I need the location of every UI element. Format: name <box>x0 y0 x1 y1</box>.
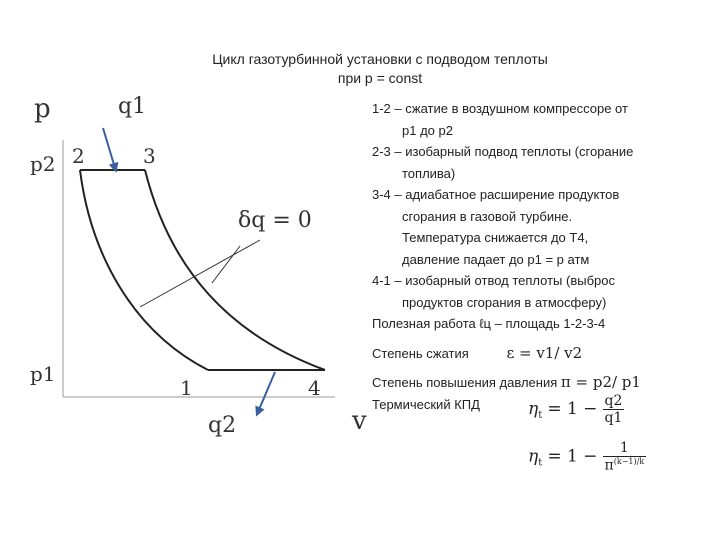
note-useful-work: Полезная работа ℓц – площадь 1-2-3-4 <box>372 316 606 331</box>
work-hatch-1 <box>140 240 260 307</box>
point-4-label: 4 <box>308 376 321 400</box>
pressure-label: Степень повышения давления <box>372 375 558 390</box>
note-3-4-cont2: Температура снижается до T4, <box>402 230 589 245</box>
q-ratio-denominator: q1 <box>604 410 623 426</box>
compression-label: Степень сжатия <box>372 345 469 361</box>
eta-symbol-2: η <box>528 446 539 467</box>
note-2-3-cont: топлива) <box>402 165 456 181</box>
axis-label-v: v <box>352 406 367 436</box>
pi-symbol: π <box>604 457 614 474</box>
eta-subscript: t <box>538 410 543 422</box>
equals-one-minus: = 1 − <box>547 399 598 419</box>
label-p1: p1 <box>30 362 56 386</box>
note-4-1: 4-1 – изобарный отвод теплоты (выброс <box>372 273 616 288</box>
pi-ratio-numerator: 1 <box>603 440 647 457</box>
note-3-4: 3-4 – адиабатное расширение продуктов <box>372 187 620 202</box>
q2-arrow <box>258 372 275 412</box>
process-3-4 <box>145 170 325 370</box>
label-q2: q2 <box>208 413 237 438</box>
efficiency-formula-2 <box>528 440 646 474</box>
point-2-label: 2 <box>72 144 85 168</box>
note-efficiency: Термический КПД <box>372 396 480 412</box>
eta-symbol: η <box>528 399 539 419</box>
note-1-2: 1-2 – сжатие в воздушном компрессоре от <box>372 101 628 116</box>
efficiency-formula-1 <box>528 393 624 426</box>
equals-one-minus-2: = 1 − <box>547 446 598 467</box>
q1-arrow <box>103 128 115 168</box>
pi-ratio-denominator <box>603 457 647 474</box>
label-adiabatic-dq: δq = 0 <box>238 208 312 233</box>
note-3-4-cont3: давление падает до p1 = p атм <box>402 251 590 267</box>
note-1-2-cont: p1 до p2 <box>402 122 453 138</box>
pi-exponent: (k−1)/k <box>613 457 645 466</box>
eta-subscript-2: t <box>538 457 543 469</box>
axis-label-p: p <box>34 94 51 124</box>
label-q1: q1 <box>118 94 147 119</box>
process-notes <box>372 98 702 415</box>
note-2-3: 2-3 – изобарный подвод теплоты (сгорание <box>372 144 634 159</box>
note-4-1-cont: продуктов сгорания в атмосферу) <box>402 294 607 310</box>
note-compression-ratio <box>372 343 702 365</box>
pi-ratio <box>603 440 647 474</box>
label-p2: p2 <box>30 152 56 176</box>
note-3-4-cont1: сгорания в газовой турбине. <box>402 208 573 224</box>
title-line-1: Цикл газотурбинной установки с подводом теплоты <box>212 51 548 67</box>
pressure-formula: π = p2/ p1 <box>560 373 641 391</box>
title-line-2: при p = const <box>337 70 423 86</box>
point-3-label: 3 <box>143 144 156 168</box>
q-ratio <box>603 393 625 426</box>
note-pressure-ratio <box>372 372 702 394</box>
compression-formula: ε = v1/ v2 <box>506 343 583 362</box>
point-1-label: 1 <box>180 376 193 400</box>
q-ratio-numerator: q2 <box>604 393 623 409</box>
